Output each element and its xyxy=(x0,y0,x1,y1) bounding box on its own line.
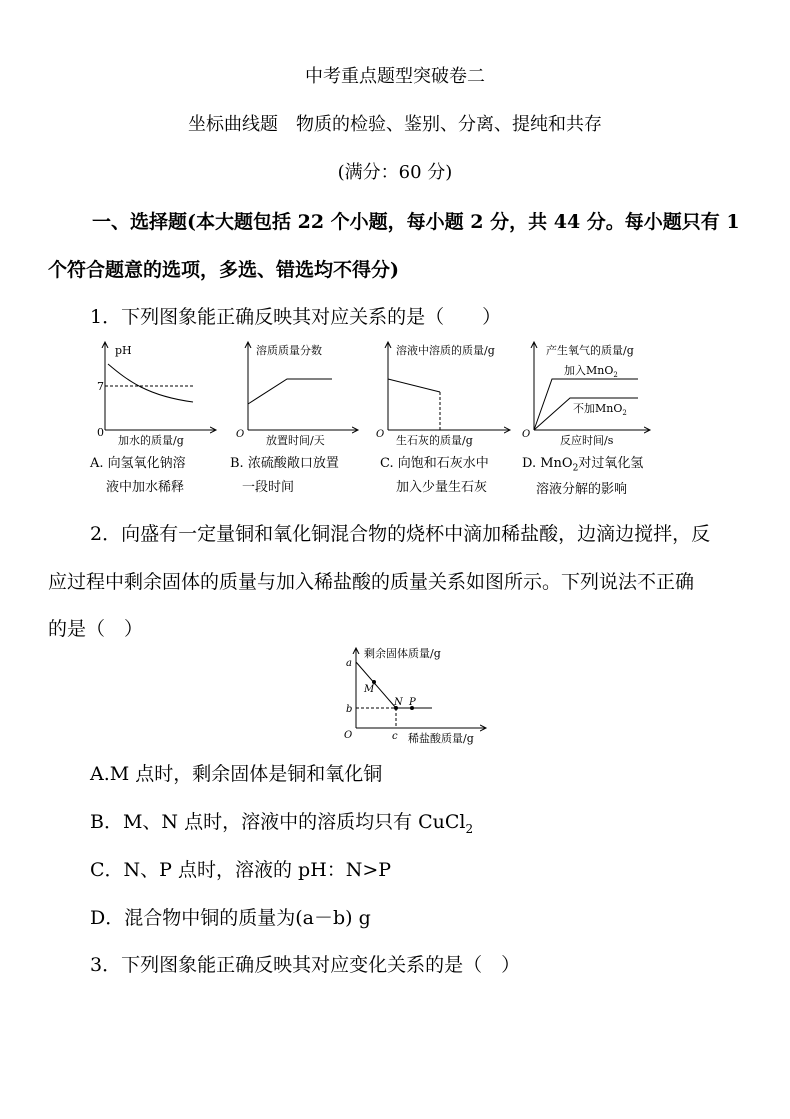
concentration-line xyxy=(248,379,332,404)
q1-graph-d xyxy=(518,336,654,448)
y-label: 剩余固体质量/g xyxy=(364,647,441,660)
exam-title: 中考重点题型突破卷二 xyxy=(305,66,485,87)
x-label: 稀盐酸质量/g xyxy=(408,732,474,745)
series-with-mno2: 加入MnO$_2$ xyxy=(564,364,618,379)
tick-7: 7 xyxy=(97,380,104,393)
q1-graph-a xyxy=(88,336,218,448)
q1-caption-a1: A. 向氢氧化钠溶 xyxy=(90,456,186,471)
q2-stem-line3: 的是（ ） xyxy=(48,618,144,640)
score-line: (满分：60 分) xyxy=(337,162,453,183)
q1-caption-d2: 溶液分解的影响 xyxy=(536,482,628,497)
solute-line xyxy=(388,379,440,392)
q1-graph-b xyxy=(232,336,362,448)
q1-caption-a2: 液中加水稀释 xyxy=(106,480,185,495)
origin: 0 xyxy=(97,426,104,439)
label-o: O xyxy=(344,730,353,741)
ph-curve xyxy=(108,364,193,402)
q1-caption-d1: D. MnO$_2$对过氧化氢 xyxy=(522,456,644,474)
origin: O xyxy=(522,429,531,440)
section-heading-line2: 个符合题意的选项，多选、错选均不得分) xyxy=(48,259,399,281)
q3-stem: 3．下列图象能正确反映其对应变化关系的是（ ） xyxy=(90,954,521,976)
origin: O xyxy=(376,429,385,440)
x-label: 加水的质量/g xyxy=(118,434,184,447)
q2-option-c: C．N、P 点时，溶液的 pH：N>P xyxy=(90,859,392,881)
q1-graph-c xyxy=(372,336,514,448)
label-a: a xyxy=(346,658,352,669)
q2-stem-line2: 应过程中剩余固体的质量与加入稀盐酸的质量关系如图所示。下列说法不正确 xyxy=(48,571,695,593)
decline-line xyxy=(356,662,396,708)
q1-caption-c2: 加入少量生石灰 xyxy=(396,480,488,495)
y-label: pH xyxy=(115,344,132,357)
label-p: P xyxy=(409,697,416,708)
label-b: b xyxy=(346,704,353,715)
q1-caption-b1: B. 浓硫酸敞口放置 xyxy=(230,456,339,471)
origin: O xyxy=(236,429,245,440)
q2-option-b: B．M、N 点时，溶液中的溶质均只有 CuCl$_2$ xyxy=(90,811,474,836)
q2-option-d: D．混合物中铜的质量为(a－b) g xyxy=(90,907,371,929)
q1-caption-b2: 一段时间 xyxy=(242,480,295,495)
label-m: M xyxy=(364,684,375,695)
q2-stem-line1: 2．向盛有一定量铜和氧化铜混合物的烧杯中滴加稀盐酸，边滴边搅拌，反 xyxy=(90,523,711,545)
exam-subtitle: 坐标曲线题 物质的检验、鉴别、分离、提纯和共存 xyxy=(188,114,602,135)
label-n: N xyxy=(394,697,403,708)
q2-graph xyxy=(340,644,490,748)
y-label: 溶液中溶质的质量/g xyxy=(396,344,495,357)
label-c: c xyxy=(392,731,398,742)
y-label: 产生氧气的质量/g xyxy=(546,344,634,357)
q1-stem: 1．下列图象能正确反映其对应关系的是（ ） xyxy=(90,306,502,328)
x-label: 放置时间/天 xyxy=(266,434,325,447)
series-without-mno2: 不加MnO$_2$ xyxy=(573,402,627,417)
q1-caption-c1: C. 向饱和石灰水中 xyxy=(380,456,489,471)
section-heading-line1: 一、选择题(本大题包括 22 个小题，每小题 2 分，共 44 分。每小题只有 1 xyxy=(92,211,740,233)
x-label: 反应时间/s xyxy=(560,434,614,447)
q2-option-a: A.M 点时，剩余固体是铜和氧化铜 xyxy=(90,763,383,785)
x-label: 生石灰的质量/g xyxy=(396,434,473,447)
y-label: 溶质质量分数 xyxy=(256,344,322,357)
